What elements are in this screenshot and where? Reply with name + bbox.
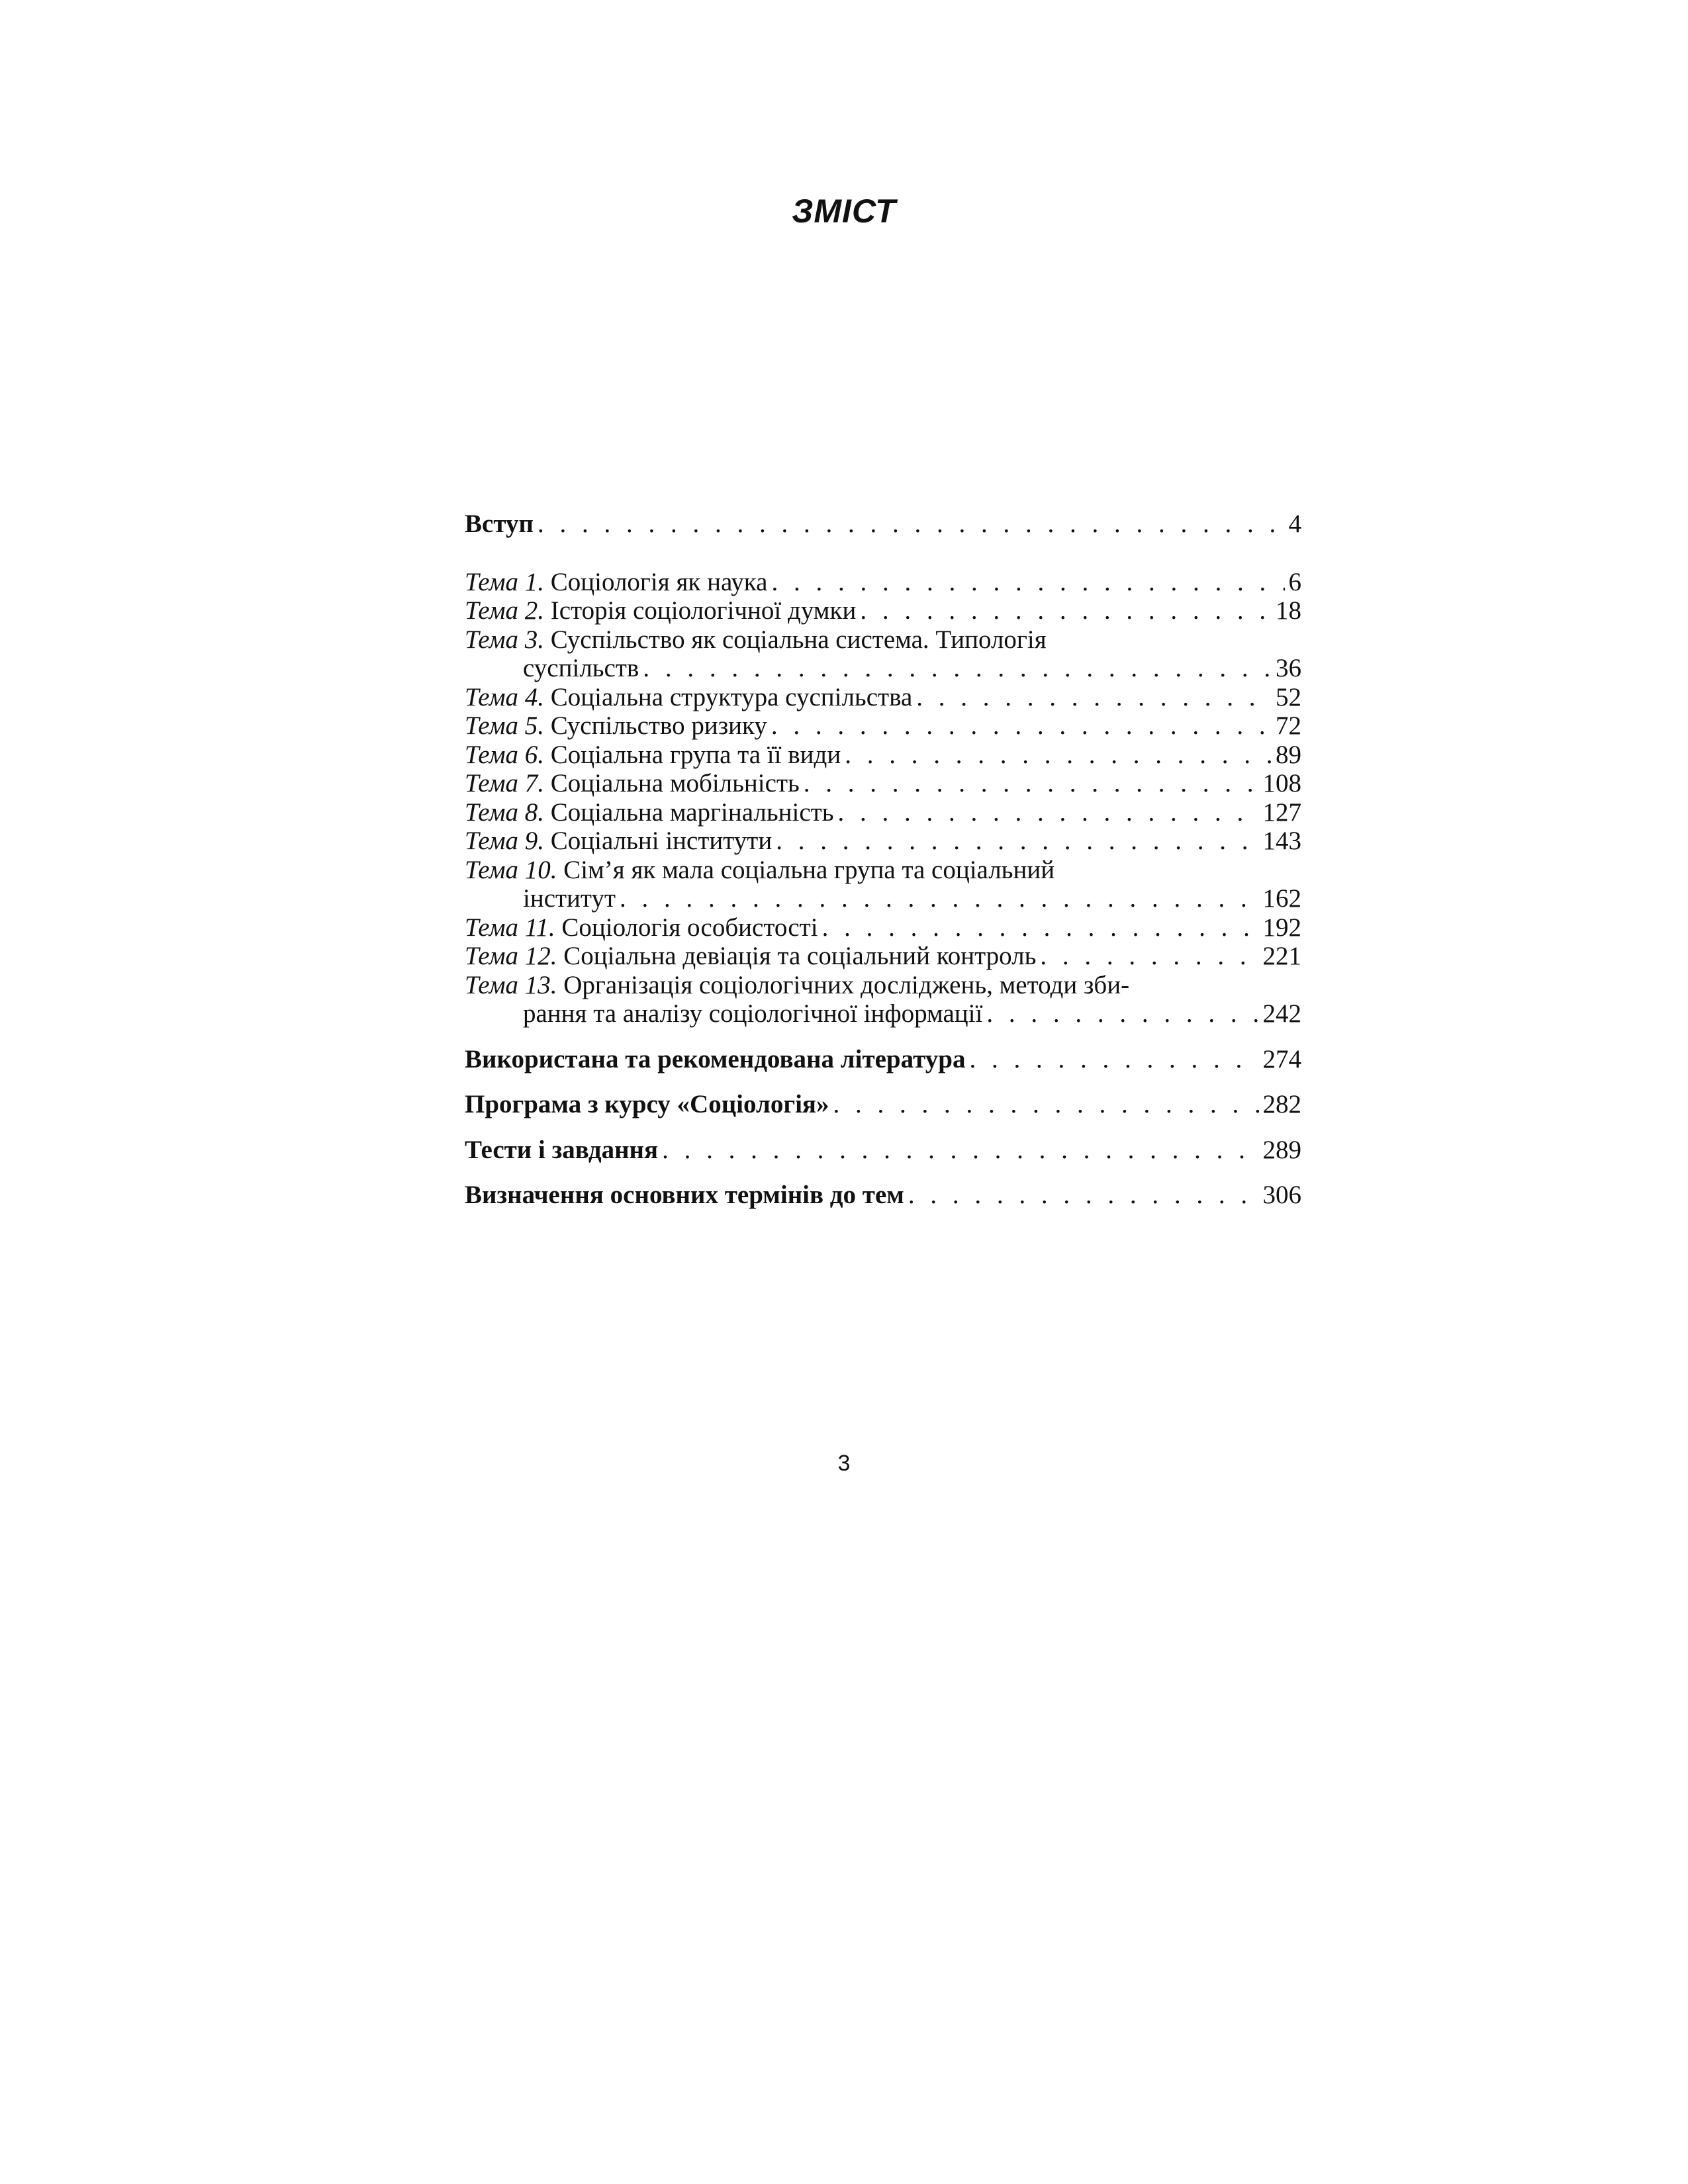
toc-entry-topic-13[interactable]	[465, 971, 1301, 1028]
toc-page-number: 289	[1262, 1135, 1301, 1164]
toc-entry-topic-10[interactable]	[465, 856, 1301, 913]
toc-topics-section	[465, 568, 1301, 1028]
topic-title: Сім’я як мала соціальна група та соціальний	[563, 855, 1055, 884]
toc-page-number: 143	[1262, 827, 1301, 855]
toc-entry-topic-9[interactable]	[465, 827, 1301, 856]
topic-title: Соціологія як наука	[550, 567, 768, 596]
dot-leader	[833, 1090, 1259, 1119]
toc-entry-topic-1[interactable]	[465, 568, 1301, 597]
toc-entry-label: Визначення основних термінів до тем	[465, 1181, 904, 1209]
toc-page-number: 221	[1262, 942, 1301, 970]
toc-entry-label: Вступ	[465, 510, 534, 538]
toc-section-glossary	[465, 1181, 1301, 1210]
topic-title: Соціологія особистості	[561, 913, 818, 942]
toc-page-number: 108	[1262, 769, 1301, 797]
toc-entry-literature[interactable]	[465, 1045, 1301, 1074]
dot-leader	[838, 798, 1259, 827]
toc-entry-topic-12[interactable]	[465, 942, 1301, 971]
dot-leader	[986, 999, 1258, 1028]
topic-title: Суспільство ризику	[550, 711, 767, 740]
dot-leader	[538, 510, 1285, 539]
toc-page-number: 162	[1262, 884, 1301, 913]
toc-entry-tests[interactable]	[465, 1136, 1301, 1165]
topic-prefix: Тема 9.	[465, 827, 545, 855]
topic-prefix: Тема 6.	[465, 740, 545, 769]
topic-title: Історія соціологічної думки	[550, 596, 857, 625]
toc-page-number: 242	[1262, 999, 1301, 1028]
dot-leader	[643, 654, 1272, 683]
topic-prefix: Тема 13.	[465, 970, 557, 999]
topic-prefix: Тема 1.	[465, 567, 545, 596]
toc-entry-glossary[interactable]	[465, 1181, 1301, 1210]
dot-leader	[771, 568, 1284, 597]
toc-page-number: 127	[1262, 797, 1301, 827]
toc-section-program	[465, 1090, 1301, 1119]
topic-title: Суспільство як соціальна система. Типологія	[550, 625, 1047, 654]
toc-entry-label: Програма з курсу «Соціологія»	[465, 1090, 829, 1118]
topic-title-continuation: інститут	[523, 884, 616, 913]
topic-title: Соціальна структура суспільства	[550, 682, 913, 711]
topic-title: Соціальні інститути	[550, 827, 773, 855]
toc-entry-topic-8[interactable]	[465, 798, 1301, 827]
topic-prefix: Тема 4.	[465, 682, 545, 711]
topic-prefix: Тема 10.	[465, 855, 557, 884]
toc-page-number: 192	[1262, 913, 1301, 942]
toc-page-number: 36	[1276, 654, 1301, 682]
page-title: ЗМІСТ	[792, 193, 896, 230]
dot-leader	[908, 1181, 1259, 1210]
topic-prefix: Тема 8.	[465, 797, 545, 827]
toc-page-number: 4	[1288, 510, 1301, 538]
dot-leader	[860, 596, 1272, 625]
toc-page-number: 282	[1262, 1090, 1301, 1118]
dot-leader	[662, 1136, 1258, 1165]
topic-prefix: Тема 11.	[465, 913, 555, 942]
toc-intro-section	[465, 510, 1301, 539]
dot-leader	[804, 769, 1259, 798]
toc-section-tests	[465, 1136, 1301, 1165]
dot-leader	[845, 741, 1272, 770]
table-of-contents	[465, 510, 1301, 1210]
topic-title: Соціальна маргінальність	[550, 797, 834, 827]
toc-entry-program[interactable]	[465, 1090, 1301, 1119]
toc-section-literature	[465, 1045, 1301, 1074]
toc-entry-topic-11[interactable]	[465, 913, 1301, 942]
toc-entry-label: Використана та рекомендована література	[465, 1044, 966, 1073]
dot-leader	[776, 827, 1258, 856]
dot-leader	[620, 884, 1258, 913]
topic-prefix: Тема 2.	[465, 596, 545, 625]
topic-title-continuation: рання та аналізу соціологічної інформації	[523, 999, 983, 1028]
toc-page-number: 18	[1276, 596, 1301, 625]
toc-entry-topic-2[interactable]	[465, 596, 1301, 625]
topic-title-continuation: суспільств	[523, 654, 639, 682]
topic-prefix: Тема 7.	[465, 769, 545, 797]
dot-leader	[916, 683, 1272, 712]
topic-title: Соціальна група та її види	[550, 740, 841, 769]
toc-page-number: 306	[1262, 1181, 1301, 1209]
toc-entry-topic-4[interactable]	[465, 683, 1301, 712]
toc-entry-intro[interactable]	[465, 510, 1301, 539]
dot-leader	[969, 1045, 1258, 1074]
topic-title: Соціальна мобільність	[550, 769, 800, 797]
topic-prefix: Тема 5.	[465, 711, 545, 740]
dot-leader	[1040, 942, 1258, 971]
toc-entry-label: Тести і завдання	[465, 1135, 659, 1164]
toc-entry-topic-5[interactable]	[465, 711, 1301, 741]
toc-page-number: 274	[1262, 1044, 1301, 1073]
toc-entry-topic-7[interactable]	[465, 769, 1301, 798]
toc-entry-topic-6[interactable]	[465, 741, 1301, 770]
toc-page-number: 89	[1276, 740, 1301, 769]
toc-page-number: 6	[1288, 567, 1301, 596]
topic-prefix: Тема 3.	[465, 625, 545, 654]
topic-prefix: Тема 12.	[465, 942, 557, 970]
dot-leader	[822, 913, 1259, 942]
topic-title: Організація соціологічних досліджень, методи зби-	[563, 970, 1130, 999]
toc-page-number: 72	[1276, 711, 1301, 740]
topic-title: Соціальна девіація та соціальний контроль	[563, 942, 1037, 970]
toc-entry-topic-3[interactable]	[465, 625, 1301, 683]
toc-page-number: 52	[1276, 682, 1301, 711]
dot-leader	[771, 711, 1272, 741]
page-number: 3	[837, 1451, 851, 1476]
